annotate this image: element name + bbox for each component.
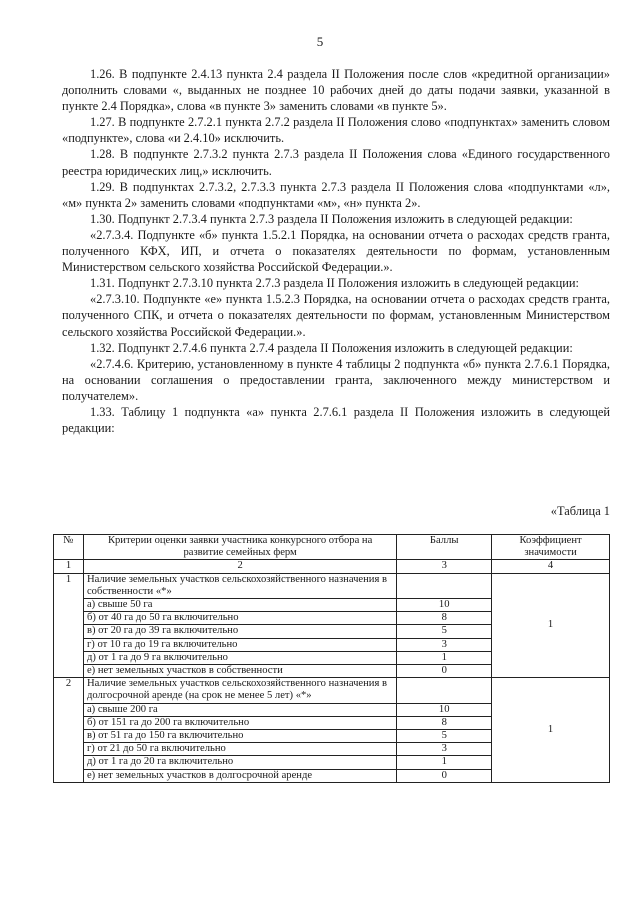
score-cell — [397, 573, 492, 598]
paragraph: 1.26. В подпункте 2.4.13 пункта 2.4 раздела II Положения после слов «кредитной организации» дополнить словами «, выданных не позднее 10 рабочих дней до даты подачи заявки, указанной в пункте 2.4 Порядка», слова «в пункте 3» заменить словами «в пункте 5». — [62, 67, 610, 114]
header-number: 4 — [492, 560, 610, 573]
header-criteria: Критерии оценки заявки участника конкурсного отбора на развитие семейных ферм — [83, 535, 396, 560]
criterion-label: д) от 1 га до 20 га включительно — [83, 756, 396, 769]
score-cell: 10 — [397, 703, 492, 716]
score-cell: 1 — [397, 651, 492, 664]
score-cell: 5 — [397, 730, 492, 743]
header-coefficient: Коэффициент значимости — [492, 535, 610, 560]
body-text — [62, 66, 610, 436]
paragraph: 1.31. Подпункт 2.7.3.10 пункта 2.7.3 раздела II Положения изложить в следующей редакции: — [90, 276, 579, 291]
paragraph: 1.33. Таблицу 1 подпункта «а» пункта 2.7.6.1 раздела II Положения изложить в следующей редакции: — [62, 404, 610, 436]
table-header-numbers-row — [54, 560, 610, 573]
criterion-label: в) от 51 га до 150 га включительно — [83, 730, 396, 743]
group-title: Наличие земельных участков сельскохозяйственного назначения в собственности «*» — [83, 573, 396, 598]
score-cell: 8 — [397, 716, 492, 729]
table-header-row — [54, 535, 610, 560]
criterion-label: б) от 40 га до 50 га включительно — [83, 612, 396, 625]
criterion-label: б) от 151 га до 200 га включительно — [83, 716, 396, 729]
criteria-table — [53, 534, 610, 783]
paragraph: 1.29. В подпунктах 2.7.3.2, 2.7.3.3 пункта 2.7.3 раздела II Положения слова «подпунктами «л», «м» пункта 2» заменить словами «подпунктами «м», «н» пункта 2». — [62, 179, 610, 210]
criterion-label: г) от 21 до 50 га включительно — [83, 743, 396, 756]
group-number: 2 — [54, 678, 84, 783]
criterion-label: д) от 1 га до 9 га включительно — [83, 651, 396, 664]
paragraph: 1.32. Подпункт 2.7.4.6 пункта 2.7.4 раздела II Положения изложить в следующей редакции: — [90, 340, 573, 355]
header-number: 1 — [54, 560, 84, 573]
header-num: № — [54, 535, 84, 560]
criterion-label: в) от 20 га до 39 га включительно — [83, 625, 396, 638]
paragraph: 1.28. В подпункте 2.7.3.2 пункта 2.7.3 раздела II Положения слова «Единого государственного реестра юридических лиц,» исключить. — [62, 147, 610, 178]
header-number: 2 — [83, 560, 396, 573]
paragraph: «2.7.3.10. Подпункте «е» пункта 1.5.2.3 Порядка, на основании отчета о расходах средств гранта, полученного СПК, и отчета о показателях деятельности по формам, установленным Министерством сельского хозяйства Российской Федерации.». — [62, 292, 610, 339]
group-title: Наличие земельных участков сельскохозяйственного назначения в долгосрочной аренде (на срок не менее 5 лет) «*» — [83, 678, 396, 703]
criterion-label: е) нет земельных участков в долгосрочной аренде — [83, 769, 396, 782]
score-cell: 8 — [397, 612, 492, 625]
table-caption: «Таблица 1 — [550, 504, 610, 518]
score-cell: 3 — [397, 743, 492, 756]
paragraph: «2.7.4.6. Критерию, установленному в пункте 4 таблицы 2 подпункта «б» пункта 2.7.6.1 Порядка, на основании соглашения о предоставлении гранта, заключенного между министерством и получателем». — [62, 356, 610, 403]
score-cell: 1 — [397, 756, 492, 769]
paragraph: 1.27. В подпункте 2.7.2.1 пункта 2.7.2 раздела II Положения слово «подпунктах» заменить словом «подпункте», слова «и 2.4.10» исключить. — [62, 115, 610, 146]
criterion-label: а) свыше 50 га — [83, 599, 396, 612]
table-row — [54, 678, 610, 703]
coefficient-cell: 1 — [492, 678, 610, 783]
header-number: 3 — [397, 560, 492, 573]
coefficient-cell: 1 — [492, 573, 610, 678]
score-cell: 0 — [397, 665, 492, 678]
score-cell: 0 — [397, 769, 492, 782]
header-score: Баллы — [397, 535, 492, 560]
table-row — [54, 573, 610, 598]
score-cell: 5 — [397, 625, 492, 638]
paragraph: 1.30. Подпункт 2.7.3.4 пункта 2.7.3 раздела II Положения изложить в следующей редакции: — [90, 211, 573, 226]
score-cell — [397, 678, 492, 703]
score-cell: 3 — [397, 638, 492, 651]
group-number: 1 — [54, 573, 84, 678]
score-cell: 10 — [397, 599, 492, 612]
criterion-label: е) нет земельных участков в собственности — [83, 665, 396, 678]
page-number: 5 — [316, 34, 324, 49]
paragraph: «2.7.3.4. Подпункте «б» пункта 1.5.2.1 Порядка, на основании отчета о расходах средств гранта, полученного КФХ, ИП, и отчета о показателях деятельности по формам, установленным Министерством сельского хозяйства Российской Федерации.». — [62, 227, 610, 275]
criterion-label: а) свыше 200 га — [83, 703, 396, 716]
criterion-label: г) от 10 га до 19 га включительно — [83, 638, 396, 651]
